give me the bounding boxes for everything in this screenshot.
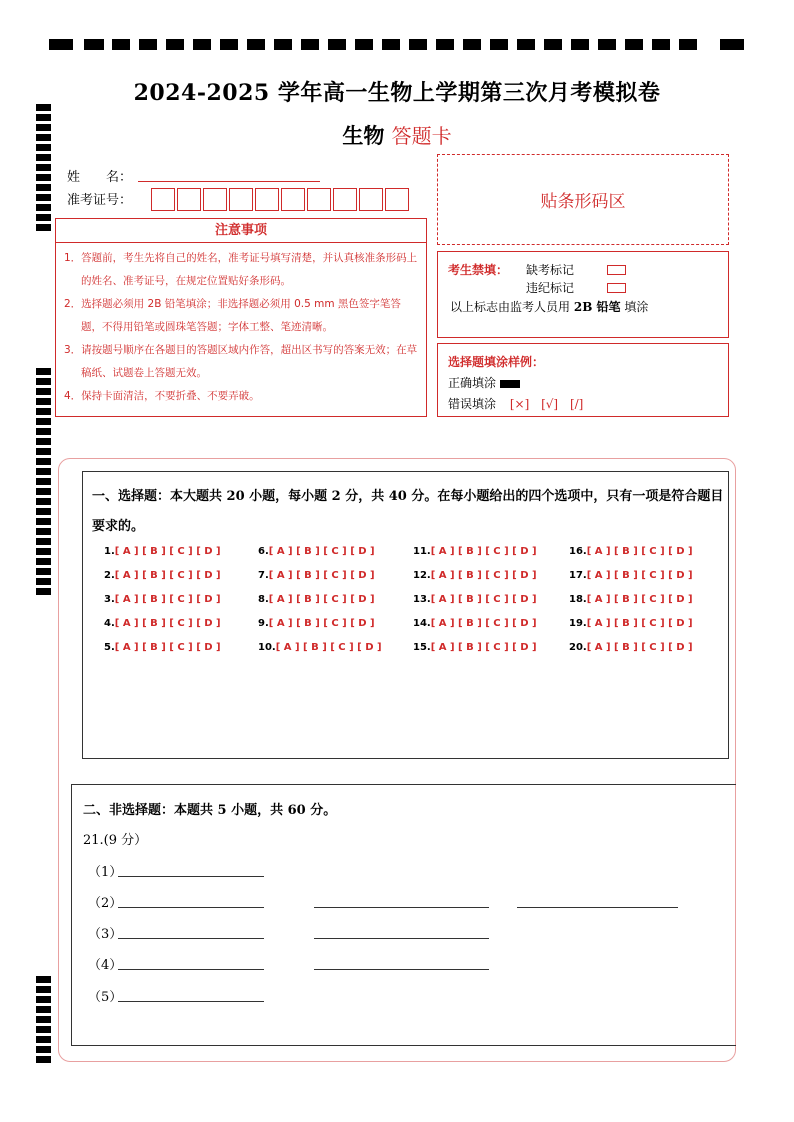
correct-label: 正确填涂 [448, 376, 497, 390]
choice-question-5[interactable] [104, 642, 254, 662]
answer-options[interactable]: [ A ] [ B ] [ C ] [ D ] [114, 570, 221, 581]
choice-question-1[interactable] [104, 546, 254, 566]
question-number: 8. [258, 594, 269, 605]
absent-label: 缺考标记 [526, 263, 575, 277]
question-number: 14. [413, 618, 431, 629]
answer-options[interactable]: [ A ] [ B ] [ C ] [ D ] [114, 618, 221, 629]
wrong-label: 错误填涂 [448, 397, 497, 411]
timing-mark [36, 488, 51, 495]
timing-mark [720, 39, 744, 50]
timing-mark [652, 39, 670, 50]
notice-item: 4．保持卡面清洁，不要折叠、不要弄破。 [64, 390, 260, 402]
question-number: 18. [569, 594, 587, 605]
part-label: （5） [88, 990, 123, 1005]
question-number: 19. [569, 618, 587, 629]
timing-mark [36, 204, 51, 211]
timing-mark [36, 1006, 51, 1013]
timing-mark [220, 39, 238, 50]
forbid-note [450, 298, 648, 315]
timing-mark [36, 976, 51, 983]
question-number: 9. [258, 618, 269, 629]
question-number: 12. [413, 570, 431, 581]
id-digit-box[interactable] [385, 188, 409, 211]
timing-mark [36, 568, 51, 575]
choice-question-3[interactable] [104, 594, 254, 614]
answer-options[interactable]: [ A ] [ B ] [ C ] [ D ] [114, 546, 221, 557]
violation-label: 违纪标记 [526, 281, 575, 295]
timing-mark [598, 39, 616, 50]
timing-mark [36, 224, 51, 231]
choice-question-10[interactable] [258, 642, 408, 662]
answer-line[interactable] [314, 907, 489, 908]
timing-mark [36, 996, 51, 1003]
choice-question-16[interactable] [569, 546, 719, 566]
question-number: 4. [104, 618, 115, 629]
timing-mark [463, 39, 481, 50]
choice-question-14[interactable] [413, 618, 563, 638]
question-number: 10. [258, 642, 276, 653]
timing-mark [112, 39, 130, 50]
examiner-only-box [437, 251, 729, 338]
answer-line[interactable] [118, 907, 264, 908]
timing-mark [36, 1036, 51, 1043]
answer-options[interactable]: [ A ] [ B ] [ C ] [ D ] [114, 642, 221, 653]
timing-mark [36, 508, 51, 515]
question-number: 5. [104, 642, 115, 653]
question-number: 1. [104, 546, 115, 557]
forbid-note-bold: 2B 铅笔 [573, 300, 621, 314]
answer-line[interactable] [118, 1001, 264, 1002]
choice-question-12[interactable] [413, 570, 563, 590]
timing-mark [571, 39, 589, 50]
answer-line[interactable] [118, 876, 264, 877]
question-number: 15. [413, 642, 431, 653]
timing-mark [355, 39, 373, 50]
notice-item: 1．答题前，考生先将自己的姓名，准考证号填写清楚，并认真核准条形码上的姓名、准考证号，在规定位置贴好条形码。 [64, 252, 418, 287]
notice-title: 注意事项 [56, 219, 426, 243]
id-digit-box[interactable] [177, 188, 201, 211]
timing-mark [436, 39, 454, 50]
barcode-area [437, 154, 729, 245]
answer-options[interactable]: [ A ] [ B ] [ C ] [ D ] [430, 570, 537, 581]
timing-mark [36, 214, 51, 221]
wrong-mark-cross: [×] [509, 397, 530, 411]
choice-question-18[interactable] [569, 594, 719, 614]
forbid-title: 考生禁填： [448, 263, 509, 277]
timing-mark [36, 458, 51, 465]
timing-mark [328, 39, 346, 50]
section2-title: 二、非选择题：本题共 5 小题，共 60 分。 [83, 803, 337, 818]
timing-mark [139, 39, 157, 50]
timing-mark [36, 174, 51, 181]
timing-mark [36, 448, 51, 455]
answer-line[interactable] [314, 969, 489, 970]
wrong-fill-row [448, 395, 583, 412]
answer-options[interactable]: [ A ] [ B ] [ C ] [ D ] [430, 546, 537, 557]
choice-question-7[interactable] [258, 570, 408, 590]
example-title: 选择题填涂样例： [448, 355, 545, 369]
name-field[interactable] [138, 181, 320, 182]
answer-line[interactable] [118, 969, 264, 970]
answer-options[interactable]: [ A ] [ B ] [ C ] [ D ] [268, 546, 375, 557]
id-digit-box[interactable] [359, 188, 383, 211]
part-label: （3） [88, 927, 123, 942]
timing-mark [36, 986, 51, 993]
choice-question-13[interactable] [413, 594, 563, 614]
timing-mark [36, 518, 51, 525]
question-number: 11. [413, 546, 431, 557]
notice-box [55, 218, 427, 417]
answer-options[interactable]: [ A ] [ B ] [ C ] [ D ] [586, 594, 693, 605]
timing-mark [36, 538, 51, 545]
answer-line[interactable] [118, 938, 264, 939]
answer-line[interactable] [314, 938, 489, 939]
timing-mark [36, 558, 51, 565]
wrong-mark-slash: [/] [569, 397, 584, 411]
timing-mark [679, 39, 697, 50]
timing-mark [36, 388, 51, 395]
timing-mark [36, 468, 51, 475]
choice-question-11[interactable] [413, 546, 563, 566]
timing-mark [36, 418, 51, 425]
timing-mark [36, 428, 51, 435]
answer-options[interactable]: [ A ] [ B ] [ C ] [ D ] [268, 594, 375, 605]
answer-options[interactable]: [ A ] [ B ] [ C ] [ D ] [430, 618, 537, 629]
question-number: 3. [104, 594, 115, 605]
id-digit-box[interactable] [203, 188, 227, 211]
id-label: 准考证号： [67, 193, 133, 208]
id-digit-box[interactable] [151, 188, 175, 211]
correct-fill-row [448, 374, 520, 391]
timing-mark [409, 39, 427, 50]
timing-mark [36, 378, 51, 385]
timing-mark [247, 39, 265, 50]
answer-options[interactable]: [ A ] [ B ] [ C ] [ D ] [430, 594, 537, 605]
subject-name: 生物 [342, 123, 385, 148]
timing-mark [36, 368, 51, 375]
question-number: 20. [569, 642, 587, 653]
timing-mark [301, 39, 319, 50]
choice-question-19[interactable] [569, 618, 719, 638]
choice-question-15[interactable] [413, 642, 563, 662]
name-label: 姓 名： [67, 170, 133, 185]
free-response-section [71, 784, 736, 1046]
timing-mark [36, 154, 51, 161]
timing-mark [36, 478, 51, 485]
question-21-label: 21.(9 分） [83, 833, 148, 848]
timing-mark [517, 39, 535, 50]
timing-mark [490, 39, 508, 50]
forbid-note-suffix: 填涂 [624, 300, 649, 314]
timing-mark [36, 1056, 51, 1063]
page-title: 2024-2025 学年高一生物上学期第三次月考模拟卷 [133, 80, 661, 106]
choice-question-6[interactable] [258, 546, 408, 566]
timing-mark [36, 588, 51, 595]
timing-mark [36, 194, 51, 201]
answer-options[interactable]: [ A ] [ B ] [ C ] [ D ] [268, 570, 375, 581]
timing-mark [193, 39, 211, 50]
choice-question-20[interactable] [569, 642, 719, 662]
answer-options[interactable]: [ A ] [ B ] [ C ] [ D ] [430, 642, 537, 653]
choice-question-4[interactable] [104, 618, 254, 638]
answer-options[interactable]: [ A ] [ B ] [ C ] [ D ] [586, 570, 693, 581]
barcode-label: 贴条形码区 [540, 192, 626, 212]
answer-options[interactable]: [ A ] [ B ] [ C ] [ D ] [114, 594, 221, 605]
exam-id-boxes[interactable] [151, 188, 411, 211]
part-label: （4） [88, 958, 123, 973]
id-digit-box[interactable] [281, 188, 305, 211]
timing-mark [382, 39, 400, 50]
choice-question-2[interactable] [104, 570, 254, 590]
forbid-note-prefix: 以上标志由监考人员用 [450, 300, 571, 314]
timing-mark [36, 1016, 51, 1023]
id-digit-box[interactable] [255, 188, 279, 211]
part-label: （2） [88, 896, 123, 911]
timing-mark [36, 398, 51, 405]
question-number: 16. [569, 546, 587, 557]
answer-card-label: 答题卡 [391, 124, 452, 148]
answer-options[interactable]: [ A ] [ B ] [ C ] [ D ] [586, 618, 693, 629]
question-number: 2. [104, 570, 115, 581]
multiple-choice-section [82, 471, 729, 759]
timing-mark [166, 39, 184, 50]
fill-example-box [437, 343, 729, 417]
section1-title: 一、选择题：本大题共 20 小题，每小题 2 分，共 40 分。在每小题给出的四个选项中，只有一项是符合题目要求的。 [92, 489, 724, 534]
absent-mark-box [607, 262, 626, 276]
answer-options[interactable]: [ A ] [ B ] [ C ] [ D ] [586, 642, 693, 653]
timing-mark [36, 1026, 51, 1033]
violation-mark-box [607, 280, 626, 294]
wrong-mark-check: [√] [541, 397, 559, 411]
id-digit-box[interactable] [333, 188, 357, 211]
answer-line[interactable] [517, 907, 678, 908]
timing-mark [544, 39, 562, 50]
timing-mark [36, 1046, 51, 1053]
id-digit-box[interactable] [307, 188, 331, 211]
filled-mark-example [500, 380, 520, 388]
choice-question-8[interactable] [258, 594, 408, 614]
timing-mark [36, 498, 51, 505]
choice-question-17[interactable] [569, 570, 719, 590]
timing-mark [36, 184, 51, 191]
timing-mark [36, 164, 51, 171]
question-number: 17. [569, 570, 587, 581]
timing-mark [36, 548, 51, 555]
id-digit-box[interactable] [229, 188, 253, 211]
timing-mark [84, 39, 104, 50]
notice-item: 2．选择题必须用 2B 铅笔填涂；非选择题必须用 0.5 mm 黑色签字笔答题，不得用铅笔或圆珠笔答题；字体工整、笔迹清晰。 [64, 298, 401, 333]
question-number: 7. [258, 570, 269, 581]
timing-mark [36, 528, 51, 535]
question-number: 6. [258, 546, 269, 557]
answer-options[interactable]: [ A ] [ B ] [ C ] [ D ] [586, 546, 693, 557]
timing-mark [625, 39, 643, 50]
timing-mark [49, 39, 73, 50]
choice-question-9[interactable] [258, 618, 408, 638]
timing-mark [36, 578, 51, 585]
timing-mark [274, 39, 292, 50]
question-number: 13. [413, 594, 431, 605]
answer-options[interactable]: [ A ] [ B ] [ C ] [ D ] [268, 618, 375, 629]
notice-item: 3．请按题号顺序在各题目的答题区域内作答，超出区书写的答案无效；在草稿纸、试题卷上答题无效。 [64, 344, 418, 379]
timing-mark [36, 408, 51, 415]
subtitle [0, 120, 794, 150]
part-label: （1） [88, 865, 123, 880]
answer-options[interactable]: [ A ] [ B ] [ C ] [ D ] [275, 642, 382, 653]
timing-mark [36, 438, 51, 445]
